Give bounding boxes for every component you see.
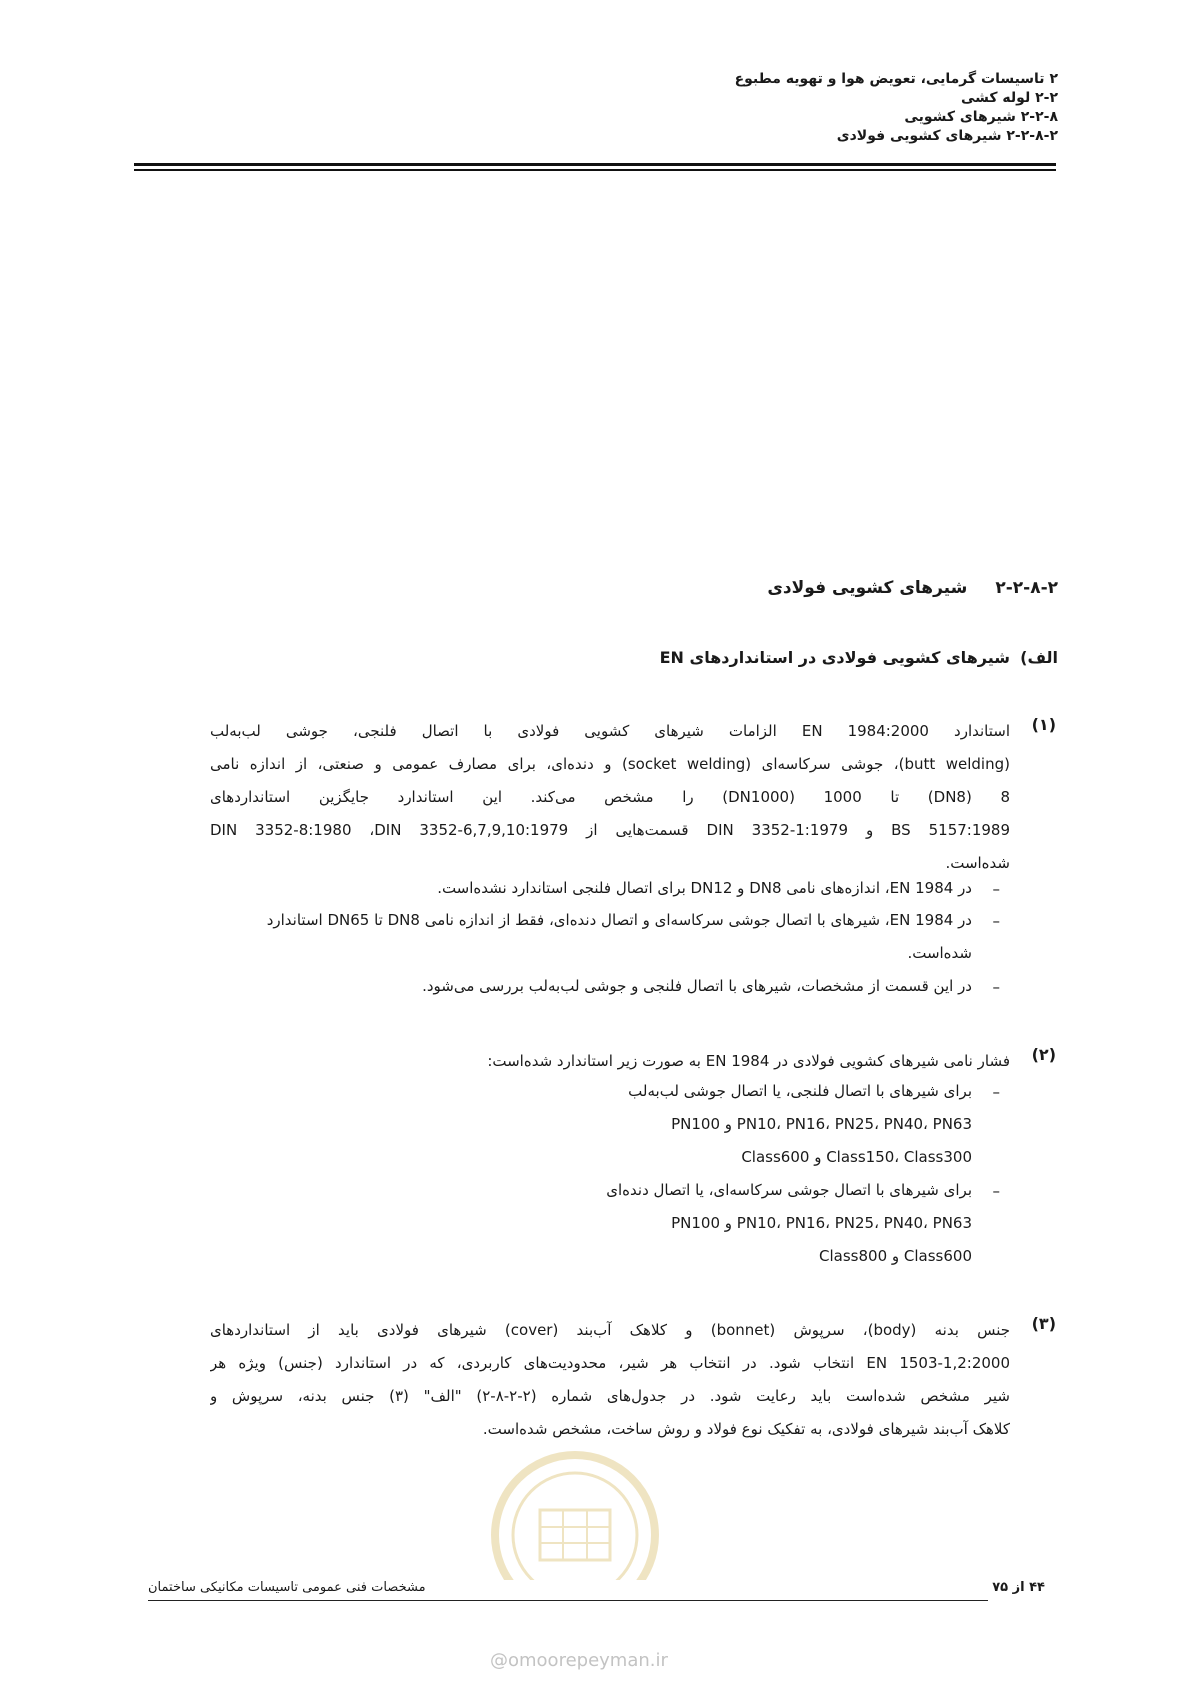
class-ratings: Class150، Class300 و Class600	[741, 1148, 972, 1166]
subsection-label: الف)	[1020, 648, 1058, 667]
bullet-item	[200, 872, 972, 905]
pressure-ratings: PN10، PN16، PN25، PN40، PN63 و PN100	[671, 1115, 972, 1133]
paragraph-line: فشار نامی شیرهای کشویی فولادی در EN 1984 به صورت زیر استاندارد شده‌است:	[487, 1052, 1010, 1070]
paragraph-number: (۱)	[1031, 715, 1056, 734]
page-number: ۴۴ از ۷۵	[992, 1580, 1045, 1595]
bullet-text: در EN 1984، اندازه‌های نامی DN8 و DN12 برای اتصال فلنجی استاندارد نشده‌است.	[437, 879, 972, 897]
paragraph-3	[210, 1314, 1056, 1446]
bullet-dash: –	[992, 912, 1000, 930]
bullet-text: در این قسمت از مشخصات، شیرهای با اتصال فلنجی و جوشی لب‌به‌لب بررسی می‌شود.	[422, 977, 972, 995]
paragraph-line: جنس بدنه (body)، سرپوش (bonnet) و کلاهک آب‌بند (cover) شیرهای فولادی باید از استانداردهای	[210, 1321, 1010, 1339]
header-subsubsection: ۲-۲-۸-۲ شیرهای کشویی فولادی	[836, 128, 1058, 144]
header-chapter: ۲ تاسیسات گرمایی، تعویض هوا و تهویه مطبوع	[734, 71, 1058, 87]
subsection-title: شیرهای کشویی فولادی در استانداردهای EN	[659, 648, 1010, 667]
seal-watermark-icon	[480, 1440, 670, 1580]
running-header	[358, 70, 1058, 146]
paragraph-line: EN 1503-1,2:2000 انتخاب شود. در انتخاب هر شیر، محدودیت‌های کاربردی، که در استاندارد (جنس) ویژه هر	[210, 1354, 1010, 1372]
footer-title: مشخصات فنی عمومی تاسیسات مکانیکی ساختمان	[148, 1580, 426, 1595]
bullet-text: شده‌است.	[907, 944, 972, 962]
header-subsection: ۲-۲-۸ شیرهای کشویی	[904, 109, 1058, 125]
bullet-text: در EN 1984، شیرهای با اتصال جوشی سرکاسه‌ای و اتصال دنده‌ای، فقط از اندازه نامی DN8 تا DN65 استاندارد	[266, 911, 972, 929]
bullet-item	[372, 1174, 972, 1273]
paragraph-line: 8 (DN8) تا 1000 (DN1000) را مشخص می‌کند. این استاندارد جایگزین استانداردهای	[210, 788, 1010, 806]
bullet-dash: –	[992, 880, 1000, 898]
section-title: شیرهای کشویی فولادی	[767, 578, 968, 598]
paragraph-line: استاندارد EN 1984:2000 الزامات شیرهای کشویی فولادی با اتصال فلنجی، جوشی لب‌به‌لب	[210, 722, 1010, 740]
bullet-item	[200, 970, 972, 1003]
class-ratings: Class600 و Class800	[819, 1247, 972, 1265]
bullet-text: برای شیرهای با اتصال فلنجی، یا اتصال جوشی لب‌به‌لب	[628, 1082, 972, 1100]
header-rule-thin	[134, 169, 1056, 171]
footer-rule	[148, 1600, 988, 1601]
bullet-dash: –	[992, 1182, 1000, 1200]
paragraph-line: شده‌است.	[945, 854, 1010, 872]
paragraph-line: (butt welding)، جوشی سرکاسه‌ای (socket welding) و دنده‌ای، برای مصارف عمومی و صنعتی، از اندازه نامی	[210, 755, 1010, 773]
paragraph-line: شیر مشخص شده‌است باید رعایت شود. در جدول‌های شماره (۲-۲-۸-۲) "الف" (۳) جنس بدنه، سرپوش و	[210, 1387, 1010, 1405]
bullet-dash: –	[992, 978, 1000, 996]
paragraph-number: (۳)	[1031, 1314, 1056, 1333]
subsection-heading	[310, 648, 1058, 667]
site-watermark: @omoorepeyman.ir	[490, 1650, 668, 1671]
header-rule-thick	[134, 163, 1056, 166]
paragraph-line: BS 5157:1989 و DIN 3352-1:1979 قسمت‌هایی از DIN 3352-8:1980 ،DIN 3352-6,7,9,10:1979	[210, 821, 1010, 839]
paragraph-number: (۲)	[1031, 1045, 1056, 1064]
header-section: ۲-۲ لوله کشی	[961, 90, 1058, 106]
pressure-ratings: PN10، PN16، PN25، PN40، PN63 و PN100	[671, 1214, 972, 1232]
section-heading	[458, 578, 1058, 598]
bullet-item	[372, 1075, 972, 1174]
paragraph-2	[210, 1045, 1056, 1078]
paragraph-1	[210, 715, 1056, 880]
section-number: ۲-۲-۸-۲	[995, 578, 1058, 598]
bullet-text: برای شیرهای با اتصال جوشی سرکاسه‌ای، یا اتصال دنده‌ای	[606, 1181, 972, 1199]
paragraph-line: کلاهک آب‌بند شیرهای فولادی، به تفکیک نوع فولاد و روش ساخت، مشخص شده‌است.	[482, 1420, 1010, 1438]
bullet-dash: –	[992, 1083, 1000, 1101]
bullet-item	[200, 904, 972, 970]
